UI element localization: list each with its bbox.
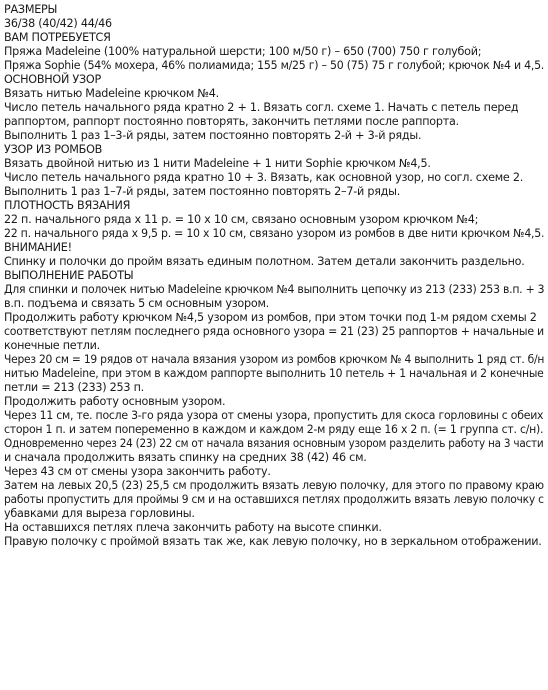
attention-heading: ВНИМАНИЕ! [4,241,72,254]
gauge-heading: ПЛОТНОСТЬ ВЯЗАНИЯ [4,199,131,212]
rhombus-pattern-section [4,143,544,199]
materials-section [4,31,544,73]
main-pattern-text: Вязать нитью Madeleine крючком №4. [4,87,219,100]
work-text: Продолжить работу крючком №4,5 узором из ромбов, при этом точки под 1-м рядом схемы 2 [4,311,537,324]
materials-yarn-sophie: Пряжа Sophie (54% мохера, 46% полиамида; 155 м/25 г) – 50 (75) 75 г голубой; крючок №4 и 4,5. [4,59,545,72]
work-text: Через 11 см, те. после 3-го ряда узора от смены узора, пропустить для скоса горловины с обеих [4,409,544,422]
work-text: Для спинки и полочек нитью Madeleine крючком №4 выполнить цепочку из 213 (233) 253 в.п. + 3 [4,283,545,296]
work-text: Через 20 см = 19 рядов от начала вязания узором из ромбов крючком № 4 выполнить 1 ряд ст. б/н [4,353,545,366]
work-section [4,269,544,549]
work-text: Одновременно через 24 (23) 22 см от начала вязания основным узором разделить работу на 3 части [4,437,544,450]
work-text: петли = 213 (233) 253 п. [4,381,144,394]
gauge-section [4,199,544,241]
work-text: конечные петли. [4,339,100,352]
main-pattern-section [4,73,544,143]
attention-section [4,241,544,269]
main-pattern-text: Число петель начального ряда кратно 2 + 1. Вязать согл. схеме 1. Начать с петель перед [4,101,519,114]
materials-yarn-madeleine: Пряжа Madeleine (100% натуральной шерсти; 100 м/50 г) – 650 (700) 750 г голубой; [4,45,482,58]
rhombus-pattern-heading: УЗОР ИЗ РОМБОВ [4,143,103,156]
gauge-text: 22 п. начального ряда х 11 р. = 10 х 10 см, связано основным узором крючком №4; [4,213,479,226]
materials-heading: ВАМ ПОТРЕБУЕТСЯ [4,31,111,44]
gauge-text: 22 п. начального ряда х 9,5 р. = 10 х 10 см, связано узором из ромбов в две нити крючком №4,5. [4,227,545,240]
work-text: и сначала продолжить вязать спинку на средних 38 (42) 46 см. [4,451,367,464]
rhombus-pattern-text: Число петель начального ряда кратно 10 + 3. Вязать, как основной узор, но согл. схеме 2. [4,171,524,184]
work-text: Продолжить работу основным узором. [4,395,226,408]
work-heading: ВЫПОЛНЕНИЕ РАБОТЫ [4,269,134,282]
work-text: нитью Madeleine, при этом в каждом раппорте выполнить 10 петель + 1 начальная и 2 конечные [4,367,544,380]
sizes-value: 36/38 (40/42) 44/46 [4,17,112,30]
main-pattern-text: раппортом, раппорт постоянно повторять, закончить петлями после раппорта. [4,115,459,128]
main-pattern-heading: ОСНОВНОЙ УЗОР [4,73,101,86]
sizes-section [4,3,544,31]
main-pattern-text: Выполнить 1 раз 1–3-й ряды, затем постоянно повторять 2-й + 3-й ряды. [4,129,422,142]
work-text: работы пропустить для проймы 9 см и на оставшихся петлях продолжить вязать левую полочку с [4,493,544,506]
work-text: соответствуют петлям последнего ряда основного узора = 21 (23) 25 раппортов + начальные и [4,325,544,338]
rhombus-pattern-text: Выполнить 1 раз 1–7-й ряды, затем постоянно повторять 2–7-й ряды. [4,185,401,198]
rhombus-pattern-text: Вязать двойной нитью из 1 нити Madeleine + 1 нити Sophie крючком №4,5. [4,157,431,170]
sizes-heading: РАЗМЕРЫ [4,3,58,16]
work-text: На оставшихся петлях плеча закончить работу на высоте спинки. [4,521,382,534]
work-text: Через 43 см от смены узора закончить работу. [4,465,271,478]
work-text: убавками для выреза горловины. [4,507,195,520]
work-text: Правую полочку с проймой вязать так же, как левую полочку, но в зеркальном отображении. [4,535,542,548]
work-text: сторон 1 п. и затем попеременно в каждом и каждом 2-м ряду еще 16 х 2 п. (= 1 группа ст. с/н). [4,423,544,436]
work-text: Затем на левых 20,5 (23) 25,5 см продолжить вязать левую полочку, для этого по правому краю [4,479,544,492]
attention-text: Спинку и полочки до пройм вязать единым полотном. Затем детали закончить раздельно. [4,255,525,268]
work-text: в.п. подъема и связать 5 см основным узором. [4,297,269,310]
